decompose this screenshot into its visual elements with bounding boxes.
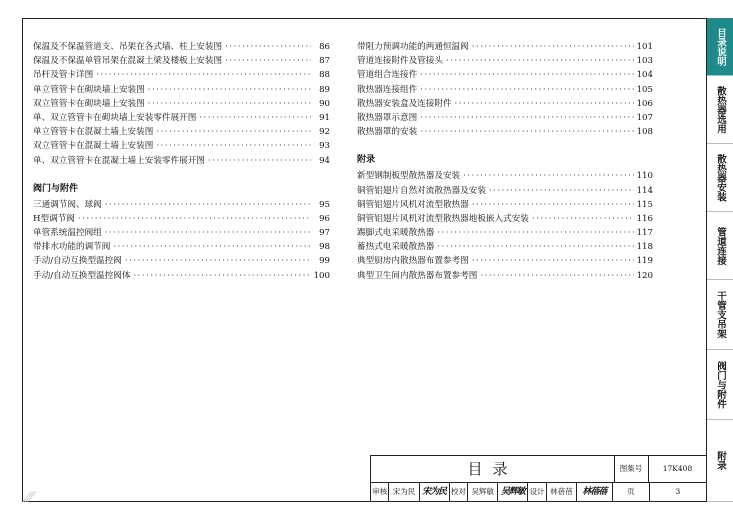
- toc-entry-page: 96: [319, 213, 330, 224]
- toc-entry-page: 91: [319, 112, 330, 123]
- toc-group-valves: [33, 198, 330, 283]
- toc-entry[interactable]: [357, 83, 653, 97]
- toc-entry-title: 双立管管卡在混凝土墙上安装图: [33, 141, 154, 152]
- toc-entry-page: 93: [319, 141, 330, 152]
- dot-leader: [208, 154, 311, 168]
- toc-entry-title: 典型卫生间内散热器布置参考图: [357, 270, 478, 281]
- toc-entry-page: 103: [636, 56, 653, 67]
- dot-leader: [113, 240, 311, 254]
- toc-entry[interactable]: [357, 40, 653, 54]
- toc-entry-page: 100: [313, 270, 330, 281]
- toc-entry-page: 95: [319, 199, 330, 210]
- toc-entry[interactable]: [357, 226, 653, 240]
- toc-entry-page: 108: [636, 127, 653, 138]
- toc-entry-title: 手动/自动互换型温控阀体: [33, 270, 131, 281]
- toc-entry-title: 单、双立管管卡在混凝土墙上安装零件展开图: [33, 155, 205, 166]
- toc-entry-title: 三通调节阀、球阀: [33, 199, 102, 210]
- sidebar-tab[interactable]: [707, 144, 733, 212]
- dot-leader: [455, 97, 634, 111]
- toc-entry-page: 106: [636, 98, 653, 109]
- dot-leader: [156, 125, 311, 139]
- toc-right-column: [357, 40, 653, 283]
- toc-entry-page: 119: [636, 256, 653, 267]
- toc-entry-page: 110: [636, 171, 653, 182]
- toc-entry[interactable]: [33, 97, 330, 111]
- spacer: [357, 139, 653, 152]
- toc-entry-page: 86: [319, 42, 330, 52]
- dot-leader: [463, 169, 633, 183]
- toc-entry-page: 107: [636, 112, 653, 123]
- section-sidebar: [707, 18, 733, 502]
- toc-entry-title: 单管系统温控阀组: [33, 228, 102, 239]
- toc-entry-title: 散热器罩示意图: [357, 112, 418, 123]
- toc-entry-title: 单立管管卡在混凝土墙上安装图: [33, 127, 154, 138]
- dot-leader: [125, 254, 311, 268]
- toc-group-support: [33, 40, 330, 168]
- sidebar-tab-label: 阀门与附件: [715, 360, 726, 409]
- review-label: 审核: [371, 482, 389, 502]
- toc-entry-page: 120: [636, 270, 653, 281]
- toc-entry-page: 118: [636, 242, 653, 253]
- toc-entry-page: 99: [319, 256, 330, 267]
- sidebar-tab[interactable]: [707, 76, 733, 144]
- toc-entry-page: 92: [319, 127, 330, 138]
- sidebar-tab[interactable]: [707, 212, 733, 280]
- toc-entry-title: 散热器连接组件: [357, 84, 418, 95]
- dot-leader: [472, 40, 634, 54]
- dot-leader: [472, 254, 634, 268]
- sidebar-tab-label: 管道连接: [715, 226, 726, 265]
- toc-entry-title: 吊杆及管卡详图: [33, 70, 94, 81]
- sidebar-tab[interactable]: [707, 420, 733, 502]
- dot-leader: [133, 269, 310, 283]
- toc-entry-page: 101: [636, 42, 653, 52]
- toc-entry-title: 带阻力预调功能的两通恒温阀: [357, 42, 469, 52]
- toc-entry[interactable]: [33, 54, 330, 68]
- dot-leader: [148, 97, 311, 111]
- toc-entry-page: 94: [319, 155, 330, 166]
- toc-entry-page: 115: [636, 199, 653, 210]
- toc-entry[interactable]: [357, 97, 653, 111]
- atlas-number-label: 图集号: [614, 456, 649, 483]
- toc-entry-title: 双立管管卡在砌块墙上安装图: [33, 98, 145, 109]
- dot-leader: [148, 83, 311, 97]
- toc-entry[interactable]: [33, 68, 330, 82]
- toc-entry-title: 散热器安装盒及连接附件: [357, 98, 452, 109]
- dot-leader: [225, 40, 311, 54]
- toc-entry-page: 104: [636, 70, 653, 81]
- toc-entry-page: 116: [636, 213, 653, 224]
- dot-leader: [225, 54, 311, 68]
- toc-entry[interactable]: [33, 269, 330, 283]
- toc-entry-page: 114: [636, 185, 653, 196]
- toc-entry-page: 97: [319, 228, 330, 239]
- toc-entry[interactable]: [33, 111, 330, 125]
- toc-entry[interactable]: [33, 198, 330, 212]
- toc-entry[interactable]: [33, 226, 330, 240]
- toc-entry-page: 117: [636, 228, 653, 239]
- sidebar-tab-label: 散热器选用: [715, 85, 726, 134]
- sidebar-tab[interactable]: [707, 350, 733, 420]
- page-label: 页: [613, 482, 650, 502]
- designer-name: 林蓓蓓: [547, 482, 577, 502]
- dot-leader: [105, 198, 311, 212]
- sidebar-tab[interactable]: [707, 18, 733, 76]
- toc-entry-title: 管道连接附件及管接头: [357, 56, 443, 67]
- toc-entry-title: 铜管铝翅片风机对流型散热器地板嵌入式安装: [357, 213, 529, 224]
- toc-entry-title: 手动/自动互换型温控阀: [33, 256, 122, 267]
- toc-entry-title: 单、双立管管卡在砌块墙上安装零件展开图: [33, 112, 197, 123]
- toc-entry-title: 典型厨房内散热器布置参考图: [357, 256, 469, 267]
- section-title-appendix: 附录: [357, 155, 376, 166]
- toc-entry[interactable]: [33, 240, 330, 254]
- dot-leader: [480, 269, 633, 283]
- toc-entry[interactable]: [33, 212, 330, 226]
- dot-leader: [437, 240, 633, 254]
- design-label: 设计: [528, 482, 546, 502]
- sidebar-tab-label: 目录说明: [715, 27, 726, 66]
- corner-watermark: ⁄⁄⁄: [26, 490, 34, 506]
- toc-entry-title: 铜管铝翅片自然对流散热器及安装: [357, 185, 486, 196]
- toc-entry-title: 新型钢制板型散热器及安装: [357, 171, 461, 182]
- toc-entry-page: 89: [319, 84, 330, 95]
- dot-leader: [420, 83, 633, 97]
- toc-entry[interactable]: [357, 254, 653, 268]
- toc-entry-title: 铜管铝翅片风机对流型散热器: [357, 199, 469, 210]
- toc-entry[interactable]: [357, 169, 653, 183]
- title-block: [370, 455, 707, 502]
- reviewer-name: 宋为民: [389, 482, 419, 502]
- toc-entry[interactable]: [357, 125, 653, 139]
- section-title-valves: 阀门与附件: [33, 183, 79, 194]
- toc-entry[interactable]: [33, 154, 330, 168]
- dot-leader: [156, 139, 311, 153]
- toc-entry[interactable]: [357, 111, 653, 125]
- toc-entry-title: 带排水功能的调节阀: [33, 242, 111, 253]
- toc-entry[interactable]: [33, 139, 330, 153]
- toc-entry-page: 90: [319, 98, 330, 109]
- toc-entry[interactable]: [33, 125, 330, 139]
- sidebar-tab-label: 附录: [715, 451, 726, 470]
- toc-group-appendix: [357, 169, 653, 283]
- dot-leader: [96, 68, 311, 82]
- toc-entry[interactable]: [33, 40, 330, 54]
- signature-row: [371, 482, 706, 502]
- toc-entry[interactable]: [357, 54, 653, 68]
- sidebar-tab-label: 散热器安装: [715, 153, 726, 202]
- designer-signature: 林蓓蓓: [577, 482, 613, 502]
- toc-entry[interactable]: [357, 269, 653, 283]
- toc-entry-title: 散热器罩的安装: [357, 127, 418, 138]
- sidebar-tab-label: 干管支吊架: [715, 290, 726, 339]
- atlas-number: 17K408: [648, 456, 707, 483]
- toc-entry[interactable]: [357, 198, 653, 212]
- toc-group-connections: [357, 40, 653, 139]
- reviewer-signature: 宋为民: [420, 482, 450, 502]
- check-label: 校对: [450, 482, 468, 502]
- dot-leader: [420, 68, 633, 82]
- dot-leader: [446, 54, 634, 68]
- toc-entry-page: 98: [319, 242, 330, 253]
- toc-entry-page: 105: [636, 84, 653, 95]
- toc-entry-title: 蓄热式电采暖散热器: [357, 242, 435, 253]
- page-number: 3: [675, 487, 681, 496]
- toc-entry-title: 保温及不保温单管吊架在混凝土梁及楼板上安装图: [33, 56, 223, 67]
- toc-entry[interactable]: [357, 184, 653, 198]
- checker-signature: 吴辉敏: [498, 482, 528, 502]
- toc-entry-page: 88: [319, 70, 330, 81]
- toc-left-column: [33, 40, 330, 283]
- dot-leader: [199, 111, 311, 125]
- toc-entry[interactable]: [33, 254, 330, 268]
- toc-entry-title: 单立管管卡在砌块墙上安装图: [33, 84, 145, 95]
- toc-entry-title: 管道组合连接件: [357, 70, 418, 81]
- checker-name: 吴辉敏: [468, 482, 498, 502]
- dot-leader: [78, 212, 311, 226]
- toc-entry-title: 踢脚式电采暖散热器: [357, 228, 435, 239]
- toc-entry[interactable]: [357, 68, 653, 82]
- dot-leader: [472, 198, 634, 212]
- sidebar-tab[interactable]: [707, 280, 733, 350]
- spacer: [33, 168, 330, 181]
- dot-leader: [105, 226, 311, 240]
- toc-entry[interactable]: [357, 212, 653, 226]
- dot-leader: [437, 226, 633, 240]
- toc-entry-title: 保温及不保温管道支、吊架在各式墙、柱上安装图: [33, 42, 223, 52]
- dot-leader: [420, 111, 633, 125]
- document-title: 目录: [371, 456, 615, 483]
- dot-leader: [420, 125, 633, 139]
- toc-entry[interactable]: [33, 83, 330, 97]
- toc-entry-title: H型调节阀: [33, 213, 75, 224]
- toc-entry-page: 87: [319, 56, 330, 67]
- dot-leader: [532, 212, 634, 226]
- dot-leader: [489, 184, 634, 198]
- toc-entry[interactable]: [357, 240, 653, 254]
